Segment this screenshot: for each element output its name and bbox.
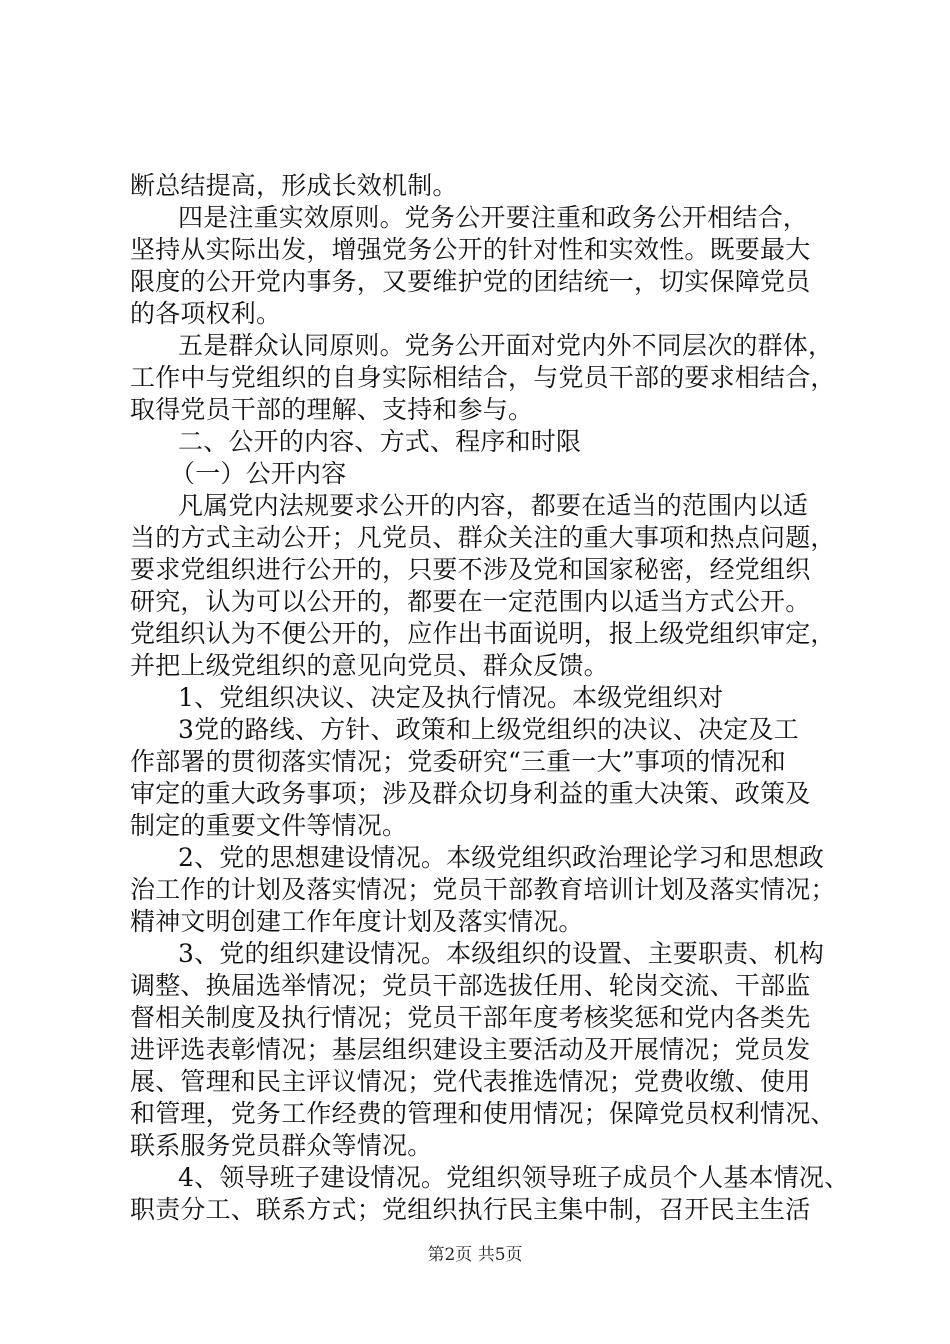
text-line: 职责分工、联系方式；党组织执行民主集中制，召开民主生活	[130, 1195, 811, 1224]
text-line: 研究，认为可以公开的，都要在一定范围内以适当方式公开。	[130, 587, 811, 616]
text-line: 制定的重要文件等情况。	[130, 811, 408, 840]
text-line: 并把上级党组织的意见向党员、群众反馈。	[130, 651, 609, 680]
text-line: 3党的路线、方针、政策和上级党组织的决议、决定及工	[178, 715, 799, 744]
text-line: 调整、换届选举情况；党员干部选拔任用、轮岗交流、干部监	[130, 971, 811, 1000]
text-line: 凡属党内法规要求公开的内容，都要在适当的范围内以适	[178, 491, 809, 520]
text-line: 精神文明创建工作年度计划及落实情况。	[130, 907, 584, 936]
text-line: 2、党的思想建设情况。本级党组织政治理论学习和思想政	[178, 843, 825, 872]
section-heading: 二、公开的内容、方式、程序和时限	[178, 427, 582, 456]
text-line: 要求党组织进行公开的，只要不涉及党和国家秘密，经党组织	[130, 555, 811, 584]
subsection-heading: （一）公开内容	[170, 459, 347, 488]
text-line: 4、领导班子建设情况。党组织领导班子成员个人基本情况、	[178, 1163, 850, 1192]
text-line: 工作中与党组织的自身实际相结合，与党员干部的要求相结合，	[130, 363, 836, 392]
text-line: 进评选表彰情况；基层组织建设主要活动及开展情况；党员发	[130, 1035, 811, 1064]
text-line: 联系服务党员群众等情况。	[130, 1131, 433, 1160]
text-line: 3、党的组织建设情况。本级组织的设置、主要职责、机构	[178, 939, 825, 968]
text-line: 和管理，党务工作经费的管理和使用情况；保障党员权利情况、	[130, 1099, 836, 1128]
text-line: 取得党员干部的理解、支持和参与。	[130, 395, 534, 424]
text-line: 1、党组织决议、决定及执行情况。本级党组织对	[178, 683, 724, 712]
text-line: 展、管理和民主评议情况；党代表推选情况；党费收缴、使用	[130, 1067, 811, 1096]
text-line: 审定的重大政务事项；涉及群众切身利益的重大决策、政策及	[130, 779, 811, 808]
text-line: 断总结提高，形成长效机制。	[130, 171, 458, 200]
text-line: 四是注重实效原则。党务公开要注重和政务公开相结合，	[178, 203, 809, 232]
text-line: 督相关制度及执行情况；党员干部年度考核奖惩和党内各类先	[130, 1003, 811, 1032]
text-line: 作部署的贯彻落实情况；党委研究“三重一大”事项的情况和	[130, 747, 786, 776]
text-line: 党组织认为不便公开的，应作出书面说明，报上级党组织审定，	[130, 619, 836, 648]
text-line: 限度的公开党内事务，又要维护党的团结统一，切实保障党员	[130, 267, 811, 296]
page-number: 第2页 共5页	[427, 1245, 523, 1265]
text-line: 坚持从实际出发，增强党务公开的针对性和实效性。既要最大	[130, 235, 811, 264]
text-line: 五是群众认同原则。党务公开面对党内外不同层次的群体，	[178, 331, 834, 360]
text-line: 的各项权利。	[130, 299, 282, 328]
text-line: 治工作的计划及落实情况；党员干部教育培训计划及落实情况；	[130, 875, 836, 904]
text-line: 当的方式主动公开；凡党员、群众关注的重大事项和热点问题，	[130, 523, 836, 552]
